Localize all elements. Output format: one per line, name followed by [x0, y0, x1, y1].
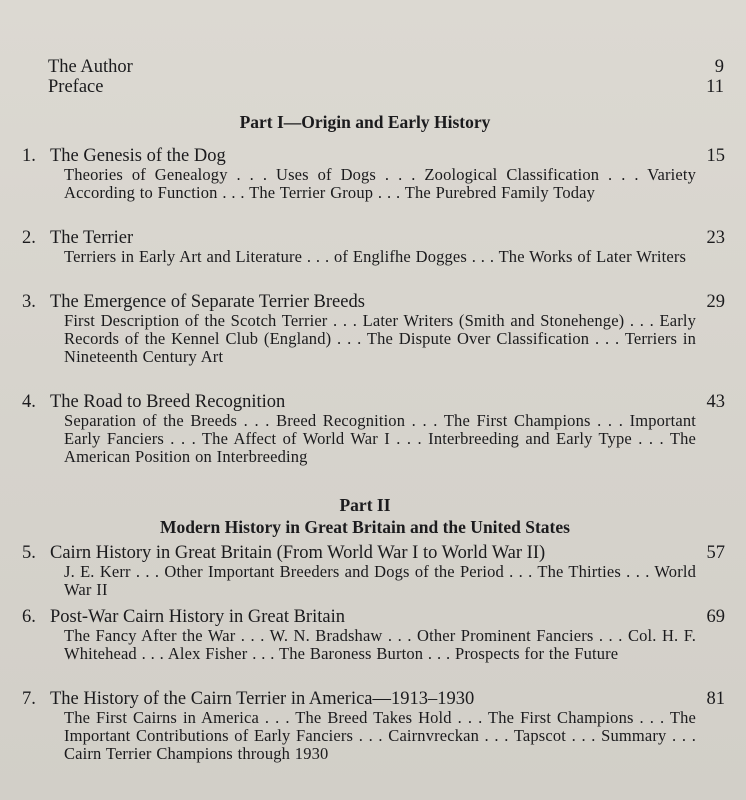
- part-heading-line: Modern History in Great Britain and the United States: [160, 517, 570, 537]
- chapter-description: Terriers in Early Art and Literature . . . of Englifhe Dogges . . . The Works of Later Writers: [64, 247, 687, 266]
- chapter-number: 1.: [22, 146, 36, 166]
- front-matter-entry-author: [48, 57, 724, 77]
- chapter-page-number: 29: [706, 292, 725, 312]
- part-heading-1: [0, 111, 730, 133]
- chapter-description: The First Cairns in America . . . The Breed Takes Hold . . . The First Champions . . . The Important Contributions of Early Fanciers . . . Cairnvreckan . . . Tapscot . . . Summary . . . Cairn Terrier Champions through 1930: [64, 708, 696, 763]
- chapter-title: The Road to Breed Recognition: [50, 392, 286, 412]
- chapter-description: Theories of Genealogy . . . Uses of Dogs . . . Zoological Classification . . . Variety According to Function . . . The Terrier Group . . . The Purebred Family Today: [64, 165, 696, 202]
- chapter-number: 3.: [22, 292, 36, 312]
- front-matter-entry-preface: [48, 77, 724, 97]
- entry-title: Preface: [48, 77, 104, 97]
- chapter-page-number: 43: [706, 392, 725, 412]
- chapter-page-number: 57: [706, 543, 725, 563]
- chapter-title: The Terrier: [50, 228, 134, 248]
- chapter-page-number: 69: [706, 607, 725, 627]
- chapter-entry-4: [22, 392, 725, 465]
- chapter-number: 2.: [22, 228, 36, 248]
- chapter-page-number: 81: [706, 689, 725, 709]
- chapter-entry-7: [22, 689, 725, 762]
- chapter-number: 6.: [22, 607, 36, 627]
- chapter-title: Post-War Cairn History in Great Britain: [50, 607, 345, 627]
- part-heading-line: Part II: [339, 495, 391, 515]
- chapter-entry-2: [22, 228, 725, 266]
- chapter-number: 5.: [22, 543, 36, 563]
- chapter-title: Cairn History in Great Britain (From World War I to World War II): [50, 543, 546, 563]
- entry-title: The Author: [48, 57, 133, 77]
- chapter-title: The History of the Cairn Terrier in America—1913–1930: [50, 689, 475, 709]
- chapter-description: Separation of the Breeds . . . Breed Recognition . . . The First Champions . . . Important Early Fanciers . . . The Affect of World War I . . . Interbreeding and Early Type . . . The American Position on Interbreeding: [64, 411, 696, 466]
- part-heading-line: Part I—Origin and Early History: [239, 112, 491, 132]
- chapter-number: 7.: [22, 689, 36, 709]
- entry-page-number: 9: [714, 57, 724, 77]
- chapter-title: The Genesis of the Dog: [50, 146, 226, 166]
- chapter-description: J. E. Kerr . . . Other Important Breeders and Dogs of the Period . . . The Thirties . . . World War II: [64, 562, 696, 599]
- part-heading-2: [0, 494, 730, 538]
- chapter-entry-6: [22, 607, 725, 663]
- chapter-description: First Description of the Scotch Terrier . . . Later Writers (Smith and Stonehenge) . . . Early Records of the Kennel Club (England) . . . The Dispute Over Classification . . . Terriers in Nineteenth Century Art: [64, 311, 696, 366]
- chapter-title: The Emergence of Separate Terrier Breeds: [50, 292, 365, 312]
- entry-page-number: 11: [706, 77, 724, 97]
- chapter-entry-3: [22, 292, 725, 365]
- chapter-page-number: 23: [706, 228, 725, 248]
- chapter-page-number: 15: [706, 146, 725, 166]
- chapter-number: 4.: [22, 392, 36, 412]
- front-matter: [48, 57, 724, 97]
- chapter-entry-5: [22, 543, 725, 599]
- chapter-description: The Fancy After the War . . . W. N. Bradshaw . . . Other Prominent Fanciers . . . Col. H. F. Whitehead . . . Alex Fisher . . . The Baroness Burton . . . Prospects for the Future: [64, 626, 696, 663]
- chapter-entry-1: [22, 146, 725, 202]
